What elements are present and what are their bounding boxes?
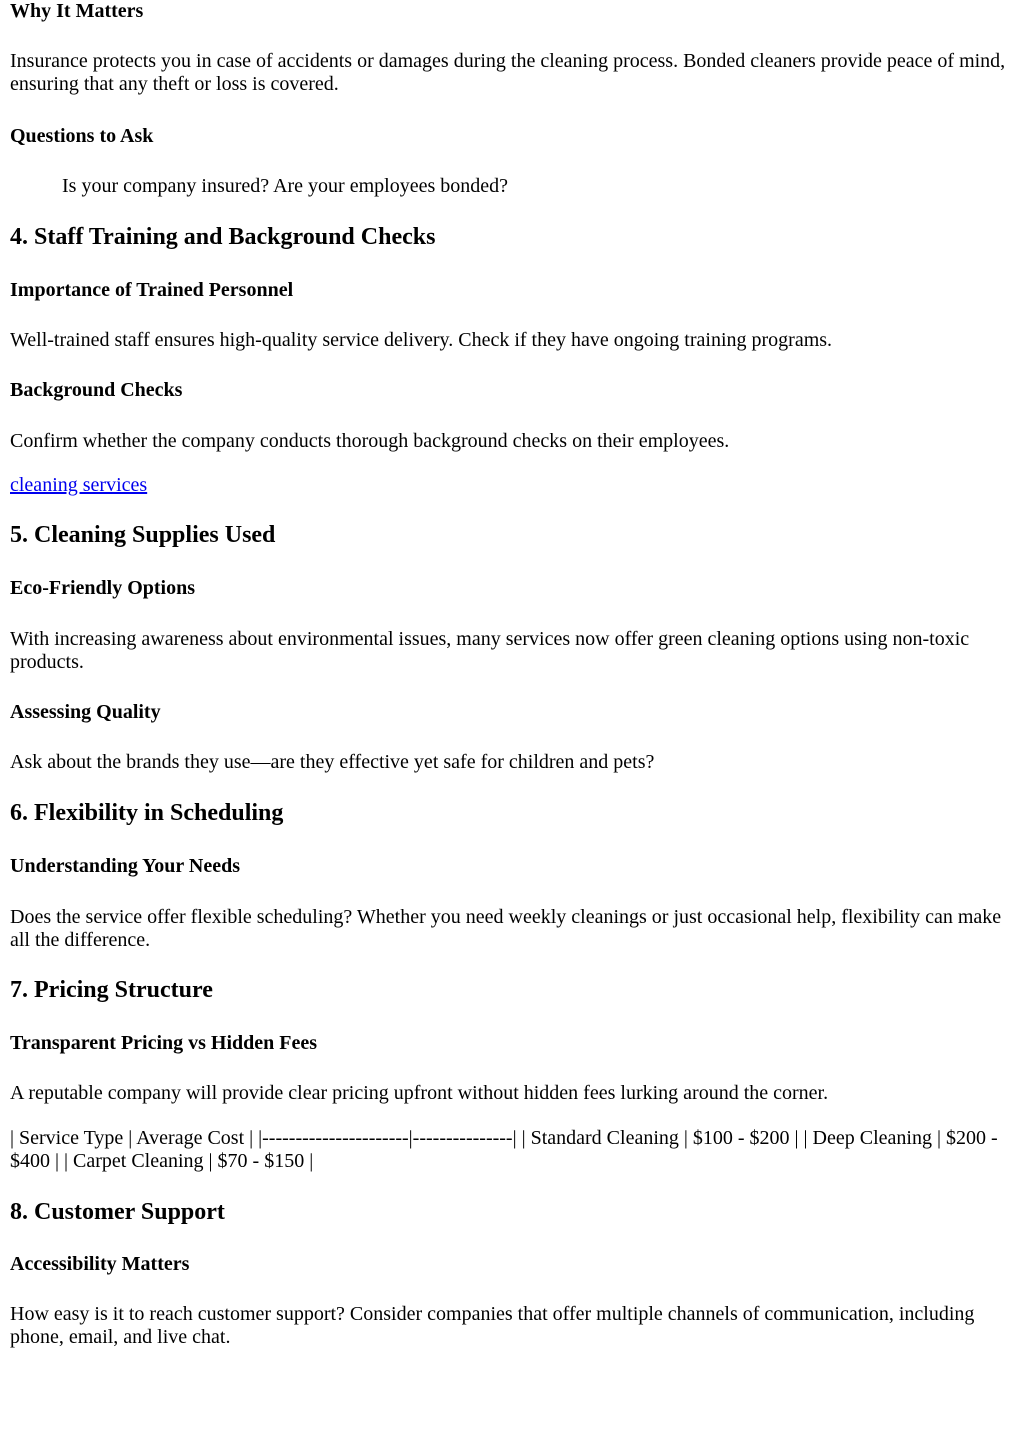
trained-personnel-heading: Importance of Trained Personnel bbox=[10, 279, 294, 301]
eco-friendly-paragraph: With increasing awareness about environmental issues, many services now offer green cleaning options using non-toxic products. bbox=[10, 628, 970, 673]
section-6-heading: 6. Flexibility in Scheduling bbox=[10, 800, 284, 826]
section-7-heading: 7. Pricing Structure bbox=[10, 977, 213, 1003]
background-checks-paragraph: Confirm whether the company conducts thorough background checks on their employees. bbox=[10, 430, 730, 452]
why-it-matters-heading: Why It Matters bbox=[10, 0, 144, 22]
section-5-heading: 5. Cleaning Supplies Used bbox=[10, 522, 276, 548]
transparent-pricing-heading: Transparent Pricing vs Hidden Fees bbox=[10, 1032, 318, 1054]
section-8-heading: 8. Customer Support bbox=[10, 1199, 225, 1225]
cleaning-services-link[interactable]: cleaning services bbox=[10, 474, 148, 496]
understanding-needs-paragraph: Does the service offer flexible scheduling? Whether you need weekly cleanings or just occasional help, flexibility can make all the difference. bbox=[10, 906, 1002, 951]
questions-to-ask-heading: Questions to Ask bbox=[10, 125, 154, 147]
accessibility-heading: Accessibility Matters bbox=[10, 1253, 190, 1275]
pricing-table-text: | Service Type | Average Cost | |----------------------|---------------| | Standard Cleaning | $100 - $200 | | Deep Cleaning | $200 - $400 | | Carpet Cleaning | $70 - $150 | bbox=[10, 1127, 998, 1172]
transparent-pricing-paragraph: A reputable company will provide clear pricing upfront without hidden fees lurking around the corner. bbox=[10, 1082, 829, 1104]
trained-personnel-paragraph: Well-trained staff ensures high-quality service delivery. Check if they have ongoing training programs. bbox=[10, 329, 833, 351]
eco-friendly-heading: Eco-Friendly Options bbox=[10, 577, 196, 599]
assessing-quality-paragraph: Ask about the brands they use—are they effective yet safe for children and pets? bbox=[10, 751, 655, 773]
section-4-heading: 4. Staff Training and Background Checks bbox=[10, 224, 436, 250]
questions-list-item: Is your company insured? Are your employees bonded? bbox=[62, 175, 508, 197]
understanding-needs-heading: Understanding Your Needs bbox=[10, 855, 241, 877]
accessibility-paragraph: How easy is it to reach customer support? Consider companies that offer multiple channels of communication, including phone, email, and live chat. bbox=[10, 1303, 975, 1348]
why-it-matters-paragraph: Insurance protects you in case of accidents or damages during the cleaning process. Bonded cleaners provide peace of mind, ensuring that any theft or loss is covered. bbox=[10, 50, 1006, 95]
background-checks-heading: Background Checks bbox=[10, 379, 183, 401]
assessing-quality-heading: Assessing Quality bbox=[10, 701, 161, 723]
